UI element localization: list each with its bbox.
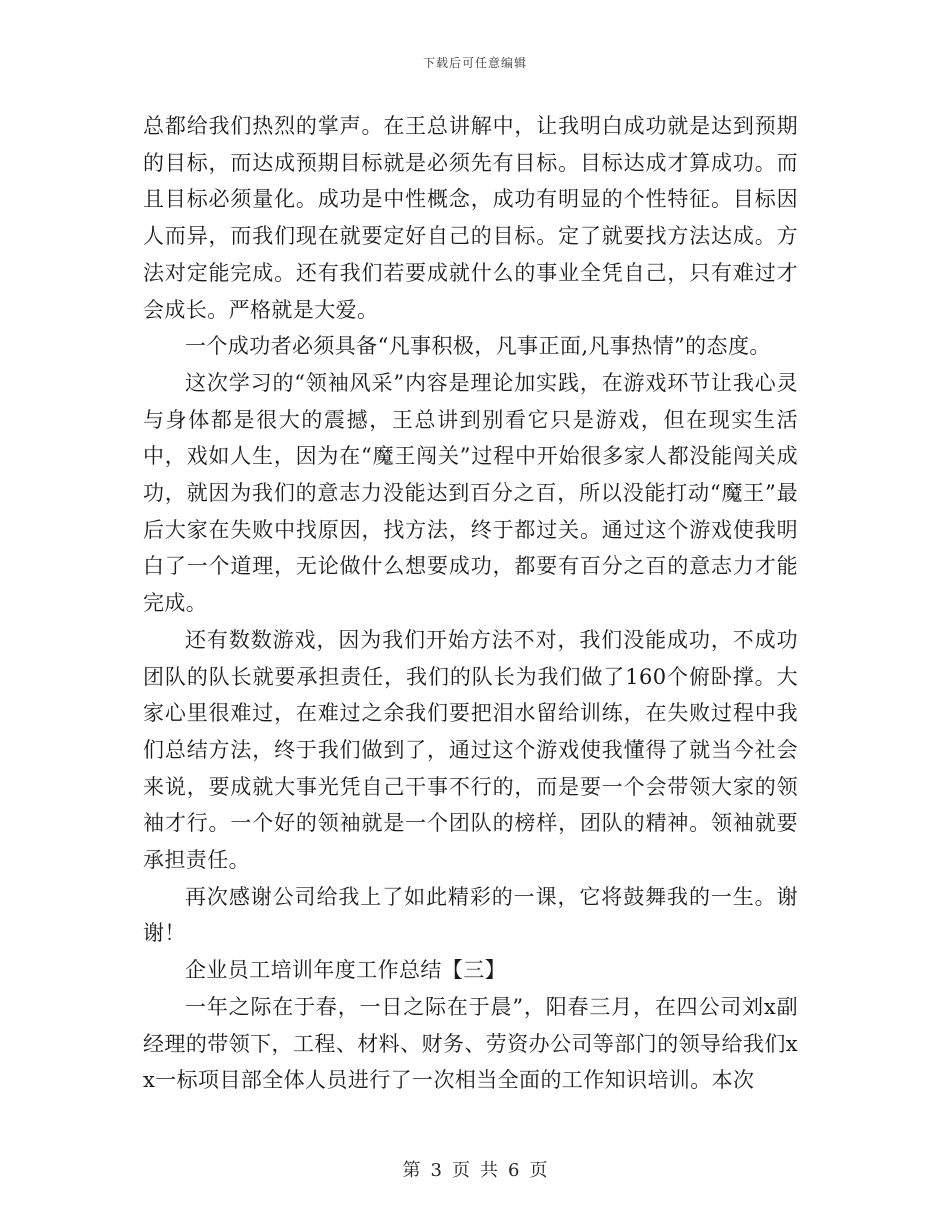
paragraph-1: 总都给我们热烈的掌声。在王总讲解中，让我明白成功就是达到预期的目标，而达成预期目标就是必须先有目标。目标达成才算成功。而且目标必须量化。成功是中性概念，成功有明显的个性特征。目标因人而异，而我们现在就要定好自己的目标。定了就要找方法达成。方法对定能完成。还有我们若要成就什么的事业全凭自己，只有难过才会成长。严格就是大爱。: [143, 114, 798, 322]
page-label-mid: 页: [452, 1160, 470, 1181]
page-label-suffix: 页: [529, 1160, 548, 1181]
page-header: 下载后可任意编辑: [422, 56, 527, 70]
paragraph-4: 还有数数游戏，因为我们开始方法不对，我们没能成功，不成功团队的队长就要承担责任，我们的队长为我们做了160个俯卧撑。大家心里很难过，在难过之余我们要把泪水留给训练，在失败过程中我们总结方法，终于我们做到了，通过这个游戏使我懂得了就当今社会来说，要成就大事光凭自己干事不行的，而是要一个会带领大家的领袖才行。一个好的领袖就是一个团队的榜样，团队的精神。领袖就要承担责任。: [143, 627, 798, 873]
section-heading: 企业员工培训年度工作总结【三】: [185, 958, 506, 983]
page-footer: [0, 1156, 950, 1182]
total-label-prefix: 共: [480, 1160, 498, 1181]
page-label-prefix: 第: [402, 1160, 421, 1181]
paragraph-3: 这次学习的“领袖风采”内容是理论加实践，在游戏环节让我心灵与身体都是很大的震撼，王总讲到别看它只是游戏，但在现实生活中，戏如人生，因为在“魔王闯关”过程中开始很多家人都没能闯关成功，就因为我们的意志力没能达到百分之百，所以没能打动“魔王”最后大家在失败中找原因，找方法，终于都过关。通过这个游戏使我明白了一个道理，无论做什么想要成功，都要有百分之百的意志力才能完成。: [143, 370, 798, 616]
paragraph-5: 再次感谢公司给我上了如此精彩的一课，它将鼓舞我的一生。谢谢！: [143, 884, 798, 946]
total-page-number: 6: [508, 1160, 520, 1181]
current-page-number: 3: [430, 1160, 442, 1181]
paragraph-6: 一年之际在于春，一日之际在于晨”，阳春三月，在四公司刘x副经理的带领下，工程、材料、财务、劳资办公司等部门的领导给我们xx一标项目部全体人员进行了一次相当全面的工作知识培训。本次: [143, 994, 798, 1093]
document-body: [143, 108, 798, 1099]
paragraph-2: 一个成功者必须具备“凡事积极，凡事正面,凡事热情”的态度。: [185, 334, 771, 359]
